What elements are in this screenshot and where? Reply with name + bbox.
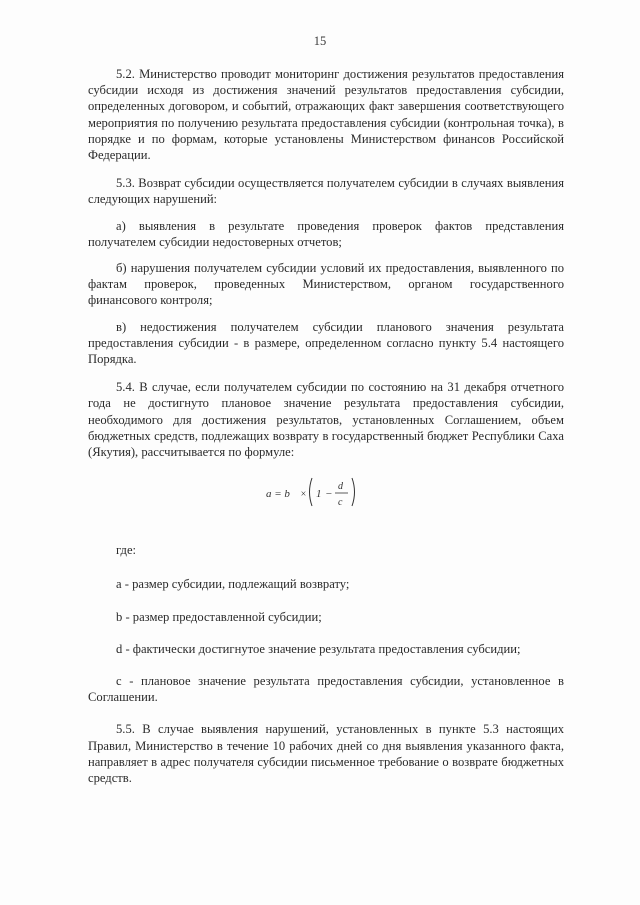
where-label: где: <box>116 543 137 558</box>
formula-one: 1 <box>316 488 322 501</box>
item-b: б) нарушения получателем субсидии условий их предоставления, выявленного по фактам проверок, проведенных Министерством, органом государственного финансового контроля; <box>88 261 564 308</box>
formula-operator: × <box>300 489 307 501</box>
formula-lhs: a = b <box>266 488 290 501</box>
formula-graphic <box>266 472 386 512</box>
formula <box>88 472 564 512</box>
definition-d: d - фактически достигнутое значение результата предоставления субсидии; <box>116 641 521 656</box>
paragraph-5-4: 5.4. В случае, если получателем субсидии по состоянию на 31 декабря отчетного года не достигнуто плановое значение результата предоставления субсидии, необходимого для достижения результатов, установленных Соглашением, объем бюджетных средств, подлежащих возврату в государственный бюджет Республики Саха (Якутия), рассчитывается по формуле: <box>88 380 564 460</box>
definition-c: с - плановое значение результата предоставления субсидии, установленное в Соглашении. <box>88 674 564 705</box>
formula-numerator: d <box>338 481 343 493</box>
definition-b: b - размер предоставленной субсидии; <box>116 609 322 624</box>
page-number: 15 <box>313 34 327 48</box>
paragraph-5-5: 5.5. В случае выявления нарушений, установленных в пункте 5.3 настоящих Правил, Министерство в течение 10 рабочих дней со дня выявления указанного факта, направляет в адрес получателя субсидии письменное требование о возврате бюджетных средств. <box>88 722 564 786</box>
document-body <box>88 66 564 798</box>
definition-a: a - размер субсидии, подлежащий возврату; <box>116 577 350 592</box>
paragraph-5-3: 5.3. Возврат субсидии осуществляется получателем субсидии в случаях выявления следующих нарушений: <box>88 176 564 207</box>
formula-minus: − <box>325 488 333 501</box>
paragraph-5-2: 5.2. Министерство проводит мониторинг достижения результатов предоставления субсидии исходя из достижения значений результатов предоставления субсидии, определенных договором, и событий, отражающих факт завершения соответствующего мероприятия по получению результата предоставления субсидии (контрольная точка), в порядке и по формам, которые установлены Министерством финансов Российской Федерации. <box>88 67 564 163</box>
formula-right-paren <box>352 478 355 506</box>
item-v: в) недостижения получателем субсидии планового значения результата предоставления субсидии - в размере, определенном согласно пункту 5.4 настоящего Порядка. <box>88 319 564 367</box>
formula-left-paren <box>310 478 313 506</box>
formula-denominator: c <box>338 497 343 509</box>
item-a: а) выявления в результате проведения проверок фактов представления получателем субсидии недостоверных отчетов; <box>88 218 564 249</box>
